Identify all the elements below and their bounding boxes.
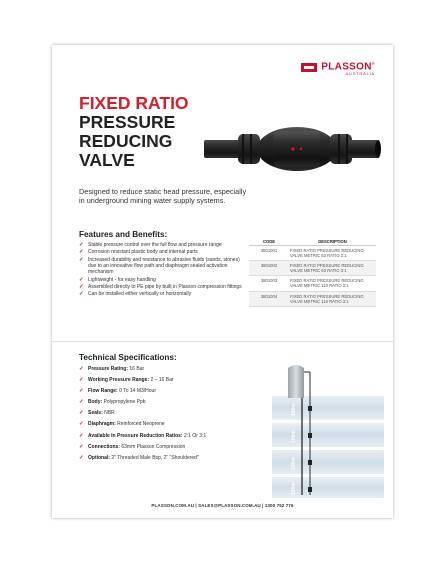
check-icon: ✓ bbox=[79, 443, 84, 450]
feature-text: Assembled directly to PE pipe by built in Plasson compression fittings bbox=[88, 283, 242, 290]
check-icon: ✓ bbox=[79, 249, 84, 256]
depth-label: 100m bbox=[291, 403, 297, 416]
specs-heading: Technical Specifications: bbox=[79, 353, 177, 362]
check-icon: ✓ bbox=[79, 388, 84, 395]
logo-registered: ® bbox=[371, 61, 375, 66]
spec-label: Seals: bbox=[88, 410, 103, 417]
spec-label: Body: bbox=[88, 399, 103, 406]
feature-text: Can be installed either vertically or horizontally bbox=[88, 291, 192, 298]
logo-name: PLASSON bbox=[321, 61, 372, 73]
title-line-2: PRESSURE bbox=[79, 112, 176, 132]
check-icon: ✓ bbox=[79, 399, 84, 406]
title-line-4: VALVE bbox=[79, 150, 135, 170]
product-description: FIXED RATIO PRESSURE REDUCING VALVE METRIC 110 RATIO 2:1 bbox=[289, 276, 376, 291]
spec-label: Pressure Rating: bbox=[88, 366, 129, 372]
logo-subtitle: AUSTRALIA bbox=[345, 71, 375, 77]
table-row bbox=[249, 246, 376, 261]
feature-text: Increased durability and resistance to abrasive fluids (sands, stones) due to an innovative flow path and diaphragm sealed activation mechanism bbox=[88, 256, 240, 276]
title-line-1: FIXED RATIO bbox=[79, 93, 189, 113]
spec-label: Optional: bbox=[88, 454, 110, 461]
intro-text: Designed to reduce static head pressure, especially in underground mining water supply systems. bbox=[79, 187, 247, 206]
spec-value: 0 To 14 M3/Hour bbox=[119, 388, 156, 395]
feature-text: Lightweight - for easy handling bbox=[88, 276, 156, 283]
check-icon: ✓ bbox=[79, 242, 84, 248]
check-icon: ✓ bbox=[79, 256, 84, 263]
spec-item bbox=[79, 410, 259, 416]
spec-value: Reinforced Neoprene bbox=[117, 421, 165, 428]
column-header-description: DESCRIPTION bbox=[289, 237, 376, 246]
spec-label: Diaphragm: bbox=[88, 421, 116, 428]
spec-item bbox=[79, 399, 259, 405]
feature-item bbox=[79, 277, 244, 283]
feature-item bbox=[79, 291, 244, 297]
title-line-3: REDUCING bbox=[79, 131, 173, 151]
spec-label: Flow Range: bbox=[88, 388, 118, 395]
table-row bbox=[249, 261, 376, 276]
depth-label: 100m bbox=[291, 430, 297, 443]
product-description: FIXED RATIO PRESSURE REDUCING VALVE METRIC 63 RATIO 3:1 bbox=[289, 261, 376, 276]
product-code: 3801001 bbox=[249, 246, 289, 261]
features-list bbox=[79, 242, 244, 299]
check-icon: ✓ bbox=[79, 432, 84, 439]
spec-item bbox=[79, 366, 259, 372]
plasson-logo bbox=[301, 61, 375, 76]
footer-contact: PLASSON.COM.AU | SALES@PLASSON.COM.AU | 1300 752 776 bbox=[151, 503, 294, 508]
features-heading: Features and Benefits: bbox=[79, 230, 168, 239]
depth-label: 100m bbox=[291, 457, 297, 470]
plasson-logo-mark-icon bbox=[301, 63, 317, 72]
product-code: 3801003 bbox=[249, 276, 289, 291]
check-icon: ✓ bbox=[79, 410, 84, 417]
product-code: 3801004 bbox=[249, 291, 289, 306]
column-header-code: CODE bbox=[249, 237, 289, 246]
check-icon: ✓ bbox=[79, 377, 84, 384]
table-row bbox=[249, 291, 376, 306]
check-icon: ✓ bbox=[79, 454, 84, 461]
section-divider bbox=[52, 341, 393, 342]
table-header-row bbox=[249, 237, 376, 246]
check-icon: ✓ bbox=[79, 276, 84, 283]
valve-product-image bbox=[202, 110, 382, 190]
feature-item bbox=[79, 257, 244, 276]
spec-value: 2" Threaded Male Bsp, 2" "Shouldered" bbox=[111, 454, 199, 461]
check-icon: ✓ bbox=[79, 366, 84, 372]
product-code: 3801002 bbox=[249, 261, 289, 276]
spec-label: Connections: bbox=[88, 443, 120, 450]
spec-value: 2:1 Or 3:1 bbox=[183, 432, 207, 439]
specs-list bbox=[79, 366, 259, 466]
product-datasheet bbox=[52, 45, 393, 518]
spec-item bbox=[79, 377, 259, 383]
check-icon: ✓ bbox=[79, 283, 84, 290]
check-icon: ✓ bbox=[79, 291, 84, 298]
feature-item bbox=[79, 242, 244, 248]
page-title bbox=[79, 94, 189, 170]
feature-text: Stable pressure control over the full flow and pressure range bbox=[88, 242, 222, 248]
spec-value: 16 Bar bbox=[129, 366, 145, 372]
spec-item bbox=[79, 388, 259, 394]
spec-value: Polypropylene Ppb bbox=[103, 399, 146, 406]
mine-installation-diagram bbox=[272, 350, 384, 498]
spec-item bbox=[79, 433, 259, 439]
spec-label: Available In Pressure Reduction Ratios: bbox=[88, 432, 183, 439]
feature-text: Corrosion resistant plastic body and internal parts bbox=[88, 249, 198, 256]
logo-text bbox=[321, 61, 375, 76]
spec-item bbox=[79, 455, 259, 461]
product-codes-table bbox=[249, 237, 376, 307]
spec-value: 2 – 16 Bar bbox=[150, 377, 174, 384]
feature-item bbox=[79, 249, 244, 255]
spec-value: NBR bbox=[104, 410, 115, 417]
spec-label: Working Pressure Range: bbox=[88, 377, 150, 384]
feature-item bbox=[79, 284, 244, 290]
table-row bbox=[249, 276, 376, 291]
depth-label: 100m bbox=[291, 482, 297, 495]
product-description: FIXED RATIO PRESSURE REDUCING VALVE METRIC 110 RATIO 3:1 bbox=[289, 291, 376, 306]
spec-item bbox=[79, 444, 259, 450]
product-description: FIXED RATIO PRESSURE REDUCING VALVE METRIC 63 RATIO 2:1 bbox=[289, 246, 376, 261]
spec-item bbox=[79, 421, 259, 427]
check-icon: ✓ bbox=[79, 421, 84, 428]
spec-value: 63mm Plasson Compression bbox=[121, 443, 186, 450]
